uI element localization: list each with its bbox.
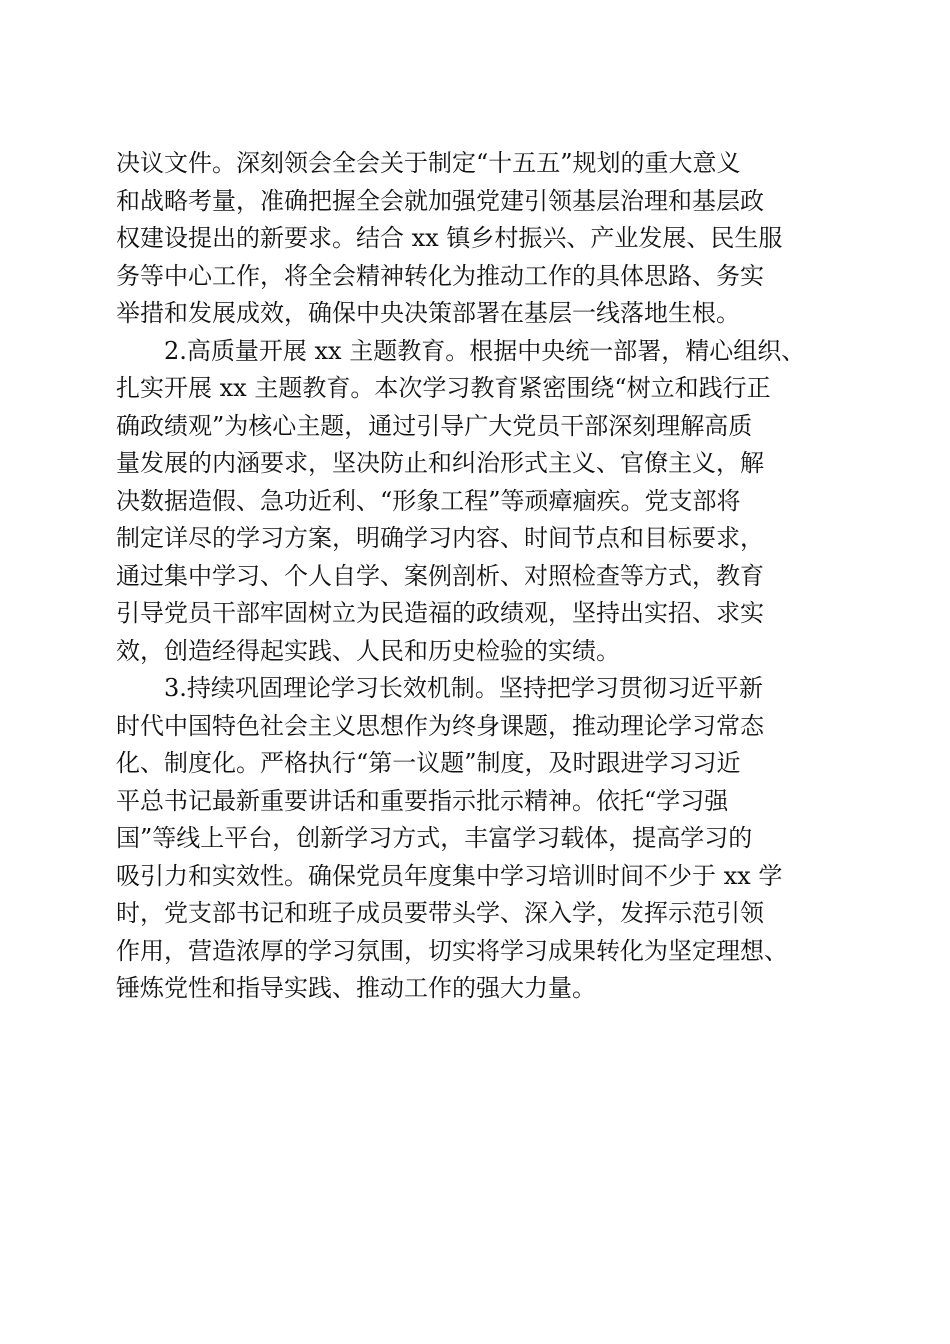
text-line: 时代中国特色社会主义思想作为终身课题，推动理论学习常态: [116, 711, 764, 740]
text-line: 扎实开展 xx 主题教育。本次学习教育紧密围绕“树立和践行正: [116, 374, 771, 402]
text-line: 平总书记最新重要讲话和重要指示批示精神。依托“学习强: [116, 786, 729, 815]
text-line: 吸引力和实效性。确保党员年度集中学习培训时间不少于 xx 学: [116, 861, 783, 890]
text-line: 量发展的内涵要求，坚决防止和纠治形式主义、官僚主义，解: [116, 449, 764, 477]
text-line: 效，创造经得起实践、人民和历史检验的实绩。: [116, 636, 620, 665]
paragraph-continuation: [116, 145, 846, 333]
text-line: 决议文件。深刻领会全会关于制定“十五五”规划的重大意义: [116, 149, 741, 177]
text-line: 国”等线上平台，创新学习方式，丰富学习载体，提高学习的: [116, 824, 753, 852]
paragraph-item-3: [116, 670, 846, 1008]
text-line: 和战略考量，准确把握全会就加强党建引领基层治理和基层政: [116, 186, 764, 215]
text-line: 时，党支部书记和班子成员要带头学、深入学，发挥示范引领: [116, 899, 764, 927]
text-line: 2.高质量开展 xx 主题教育。根据中央统一部署，精心组织、: [164, 336, 806, 365]
text-line: 引导党员干部牢固树立为民造福的政绩观，坚持出实招、求实: [116, 599, 764, 627]
text-line: 锤炼党性和指导实践、推动工作的强大力量。: [116, 974, 596, 1002]
document-body: [116, 145, 846, 1008]
text-line: 制定详尽的学习方案，明确学习内容、时间节点和目标要求，: [116, 524, 764, 552]
paragraph-item-2: [116, 333, 846, 671]
text-line: 作用，营造浓厚的学习氛围，切实将学习成果转化为坚定理想、: [116, 936, 788, 965]
text-line: 确政绩观”为核心主题，通过引导广大党员干部深刻理解高质: [116, 411, 753, 440]
text-line: 通过集中学习、个人自学、案例剖析、对照检查等方式，教育: [116, 561, 764, 590]
text-line: 化、制度化。严格执行“第一议题”制度，及时跟进学习习近: [116, 749, 741, 777]
text-line: 举措和发展成效，确保中央决策部署在基层一线落地生根。: [116, 299, 740, 327]
text-line: 3.持续巩固理论学习长效机制。坚持把学习贯彻习近平新: [164, 674, 763, 702]
text-line: 决数据造假、急功近利、“形象工程”等顽瘴痼疾。党支部将: [116, 486, 741, 515]
text-line: 权建设提出的新要求。结合 xx 镇乡村振兴、产业发展、民生服: [116, 224, 783, 252]
text-line: 务等中心工作，将全会精神转化为推动工作的具体思路、务实: [116, 261, 764, 290]
